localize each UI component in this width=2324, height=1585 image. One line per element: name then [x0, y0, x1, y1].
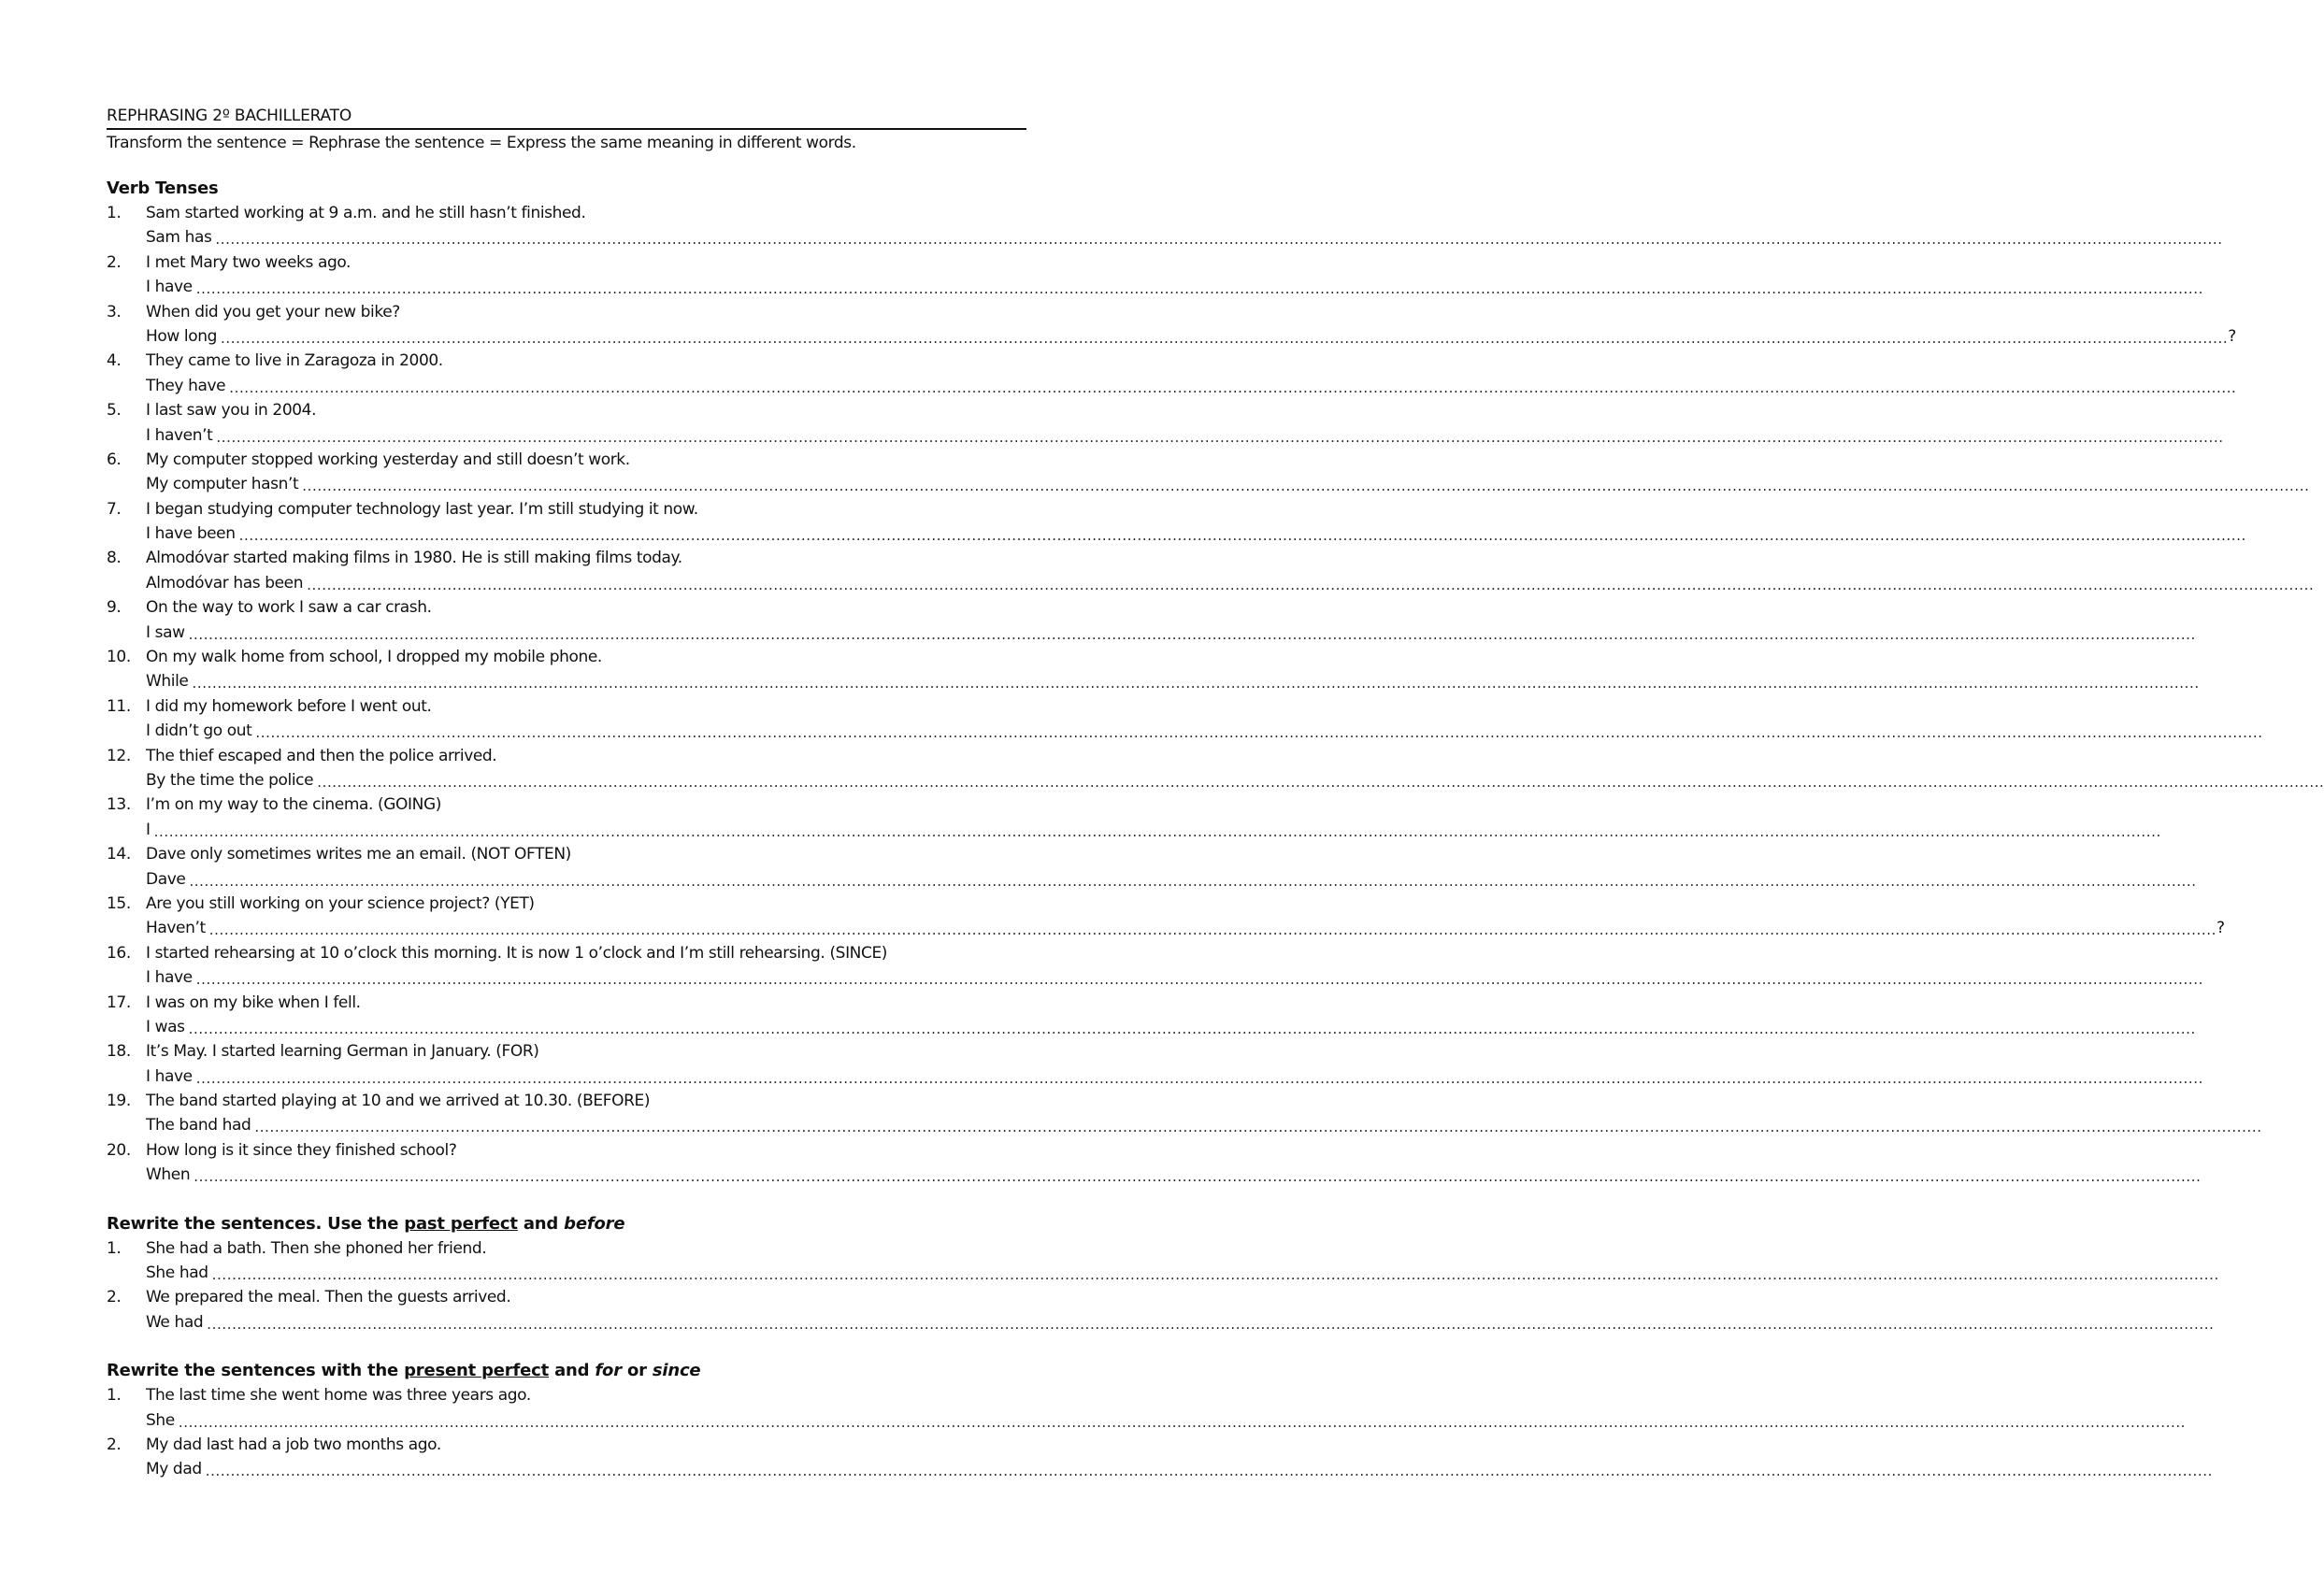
- item-number: 5.: [107, 401, 122, 421]
- answer-area: [146, 1457, 2213, 1481]
- dotted-answer-blank: ................................................................................................................................................................................................................................................................................................................................................................................................................: [215, 231, 2223, 249]
- item-number: 12.: [107, 746, 131, 765]
- exercise-item: [107, 1236, 2219, 1286]
- exercise-item: [107, 497, 2246, 547]
- original-sentence: Dave only sometimes writes me an email. (NOT OFTEN): [146, 845, 571, 864]
- original-sentence: The thief escaped and then the police arrived.: [146, 746, 497, 765]
- answer-area: [146, 1113, 2262, 1137]
- original-sentence: The band started playing at 10 and we arrived at 10.30. (BEFORE): [146, 1092, 651, 1111]
- exercise-item: [107, 1383, 2187, 1433]
- answer-line: [107, 669, 2200, 693]
- exercise-item: [107, 694, 2263, 744]
- heading-part: and: [517, 1213, 565, 1234]
- original-sentence-line: [107, 892, 1026, 916]
- item-number: 9.: [107, 598, 122, 618]
- item-number: 2.: [107, 1288, 122, 1307]
- answer-prompt: I have been: [146, 524, 236, 544]
- exercise-list: [107, 1383, 2213, 1482]
- original-sentence-line: [107, 448, 1026, 472]
- answer-prompt: How long: [146, 326, 217, 346]
- answer-line: [107, 1163, 2202, 1187]
- section-heading: [107, 177, 1026, 201]
- original-sentence: My computer stopped working yesterday and still doesn’t work.: [146, 450, 630, 469]
- heading-part: and: [549, 1361, 595, 1381]
- exercise-item: [107, 250, 2203, 300]
- dotted-answer-blank: ................................................................................................................................................................................................................................................................................................................................................................................................................: [307, 576, 2315, 593]
- answer-area: [146, 965, 2203, 990]
- exercise-item: [107, 792, 2161, 842]
- answer-line: [107, 916, 2225, 940]
- item-number: 20.: [107, 1140, 131, 1160]
- answer-line: [107, 521, 2246, 546]
- original-sentence: Almodóvar started making films in 1980. He is still making films today.: [146, 549, 682, 568]
- original-sentence-line: [107, 991, 1026, 1015]
- original-sentence: I did my homework before I went out.: [146, 696, 432, 716]
- answer-area: [146, 818, 2161, 842]
- answer-prompt: We had: [146, 1312, 204, 1332]
- dotted-answer-blank: ................................................................................................................................................................................................................................................................................................................................................................................................................: [211, 1266, 2219, 1284]
- original-sentence: I’m on my way to the cinema. (GOING): [146, 795, 441, 815]
- original-sentence-line: [107, 1383, 1026, 1407]
- original-sentence-line: [107, 300, 1026, 324]
- original-sentence: I met Mary two weeks ago.: [146, 252, 351, 272]
- original-sentence-line: [107, 497, 1026, 521]
- answer-area: [146, 768, 2324, 792]
- answer-area: [146, 1408, 2187, 1433]
- original-sentence: I started rehearsing at 10 o’clock this morning. It is now 1 o’clock and I’m still rehearsing. (SINCE): [146, 943, 888, 963]
- answer-prompt: I have: [146, 1066, 193, 1086]
- answer-line: [107, 275, 2203, 299]
- answer-line: [107, 867, 2197, 892]
- exercise-item: [107, 1433, 2213, 1482]
- original-sentence-line: [107, 546, 1026, 570]
- item-number: 18.: [107, 1042, 131, 1062]
- section-past-perfect-before: [107, 1212, 2219, 1335]
- original-sentence: The last time she went home was three years ago.: [146, 1386, 531, 1406]
- original-sentence-line: [107, 398, 1026, 422]
- answer-line: [107, 1457, 2213, 1481]
- dotted-answer-blank: ................................................................................................................................................................................................................................................................................................................................................................................................................: [220, 329, 2229, 347]
- dotted-answer-blank: ................................................................................................................................................................................................................................................................................................................................................................................................................: [188, 625, 2196, 643]
- dotted-answer-blank: ................................................................................................................................................................................................................................................................................................................................................................................................................: [194, 1168, 2202, 1186]
- exercise-item: [107, 842, 2197, 892]
- answer-area: [146, 916, 2225, 940]
- answer-line: [107, 571, 2315, 595]
- section-heading: [107, 1359, 1026, 1383]
- dotted-answer-blank: ................................................................................................................................................................................................................................................................................................................................................................................................................: [189, 872, 2197, 890]
- answer-prompt: When: [146, 1165, 191, 1185]
- answer-line: [107, 1015, 2196, 1039]
- answer-prompt: The band had: [146, 1116, 251, 1135]
- heading-part: since: [652, 1361, 701, 1381]
- original-sentence-line: [107, 1089, 1026, 1113]
- answer-area: [146, 1310, 2215, 1335]
- heading-part: before: [564, 1213, 625, 1234]
- heading-part: present perfect: [404, 1361, 549, 1381]
- dotted-answer-blank: ................................................................................................................................................................................................................................................................................................................................................................................................................: [195, 971, 2203, 989]
- dotted-answer-blank: ................................................................................................................................................................................................................................................................................................................................................................................................................: [178, 1413, 2187, 1431]
- original-sentence: How long is it since they finished school?: [146, 1140, 457, 1160]
- exercise-item: [107, 349, 2237, 398]
- answer-line: [107, 225, 2223, 250]
- original-sentence-line: [107, 941, 1026, 965]
- answer-prompt: My dad: [146, 1460, 202, 1479]
- item-number: 15.: [107, 893, 131, 913]
- answer-area: [146, 275, 2203, 299]
- dotted-answer-blank: ................................................................................................................................................................................................................................................................................................................................................................................................................: [195, 1069, 2203, 1087]
- original-sentence-line: [107, 1039, 1026, 1064]
- answer-prompt: My computer hasn’t: [146, 475, 299, 494]
- dotted-answer-blank: ................................................................................................................................................................................................................................................................................................................................................................................................................: [195, 280, 2203, 298]
- answer-line: [107, 1408, 2187, 1433]
- heading-part: Verb Tenses: [107, 178, 219, 198]
- original-sentence: My dad last had a job two months ago.: [146, 1435, 441, 1454]
- answer-prompt: Dave: [146, 869, 186, 889]
- answer-line: [107, 768, 2324, 792]
- original-sentence-line: [107, 744, 1026, 768]
- original-sentence-line: [107, 1433, 1026, 1457]
- original-sentence: She had a bath. Then she phoned her friend.: [146, 1238, 487, 1258]
- answer-prompt: I was: [146, 1017, 185, 1036]
- dotted-answer-blank: ................................................................................................................................................................................................................................................................................................................................................................................................................: [302, 478, 2310, 495]
- section-heading: [107, 1212, 1026, 1236]
- exercise-item: [107, 1285, 2215, 1335]
- heading-part: for: [595, 1361, 622, 1381]
- answer-line: [107, 374, 2237, 398]
- dotted-answer-blank: ................................................................................................................................................................................................................................................................................................................................................................................................................: [229, 378, 2237, 396]
- answer-line: [107, 472, 2310, 496]
- answer-line: [107, 423, 2224, 448]
- original-sentence-line: [107, 792, 1026, 817]
- exercise-item: [107, 645, 2200, 694]
- exercise-item: [107, 300, 2236, 350]
- answer-area: [146, 1015, 2196, 1039]
- original-sentence-line: [107, 250, 1026, 275]
- exercise-item: [107, 991, 2196, 1040]
- dotted-answer-blank: ................................................................................................................................................................................................................................................................................................................................................................................................................: [208, 921, 2216, 939]
- original-sentence: I was on my bike when I fell.: [146, 992, 361, 1012]
- item-number: 10.: [107, 648, 131, 667]
- original-sentence-line: [107, 1285, 1026, 1309]
- exercise-item: [107, 595, 2196, 645]
- exercise-item: [107, 1138, 2202, 1188]
- exercise-sections: [107, 177, 2324, 1482]
- exercise-item: [107, 892, 2225, 941]
- answer-area: [146, 423, 2224, 448]
- section-verb-tenses: [107, 177, 2324, 1188]
- dotted-answer-blank: ................................................................................................................................................................................................................................................................................................................................................................................................................: [255, 724, 2263, 742]
- item-number: 16.: [107, 943, 131, 963]
- exercise-item: [107, 1089, 2262, 1138]
- answer-prompt: While: [146, 672, 189, 692]
- answer-area: [146, 1261, 2219, 1285]
- original-sentence-line: [107, 645, 1026, 669]
- answer-area: [146, 719, 2263, 743]
- dotted-answer-blank: ................................................................................................................................................................................................................................................................................................................................................................................................................: [238, 527, 2246, 545]
- question-mark: ?: [2228, 326, 2236, 346]
- exercise-list: [107, 1236, 2219, 1335]
- answer-area: [146, 669, 2200, 693]
- dotted-answer-blank: ................................................................................................................................................................................................................................................................................................................................................................................................................: [153, 822, 2161, 840]
- item-number: 19.: [107, 1092, 131, 1111]
- item-number: 2.: [107, 252, 122, 272]
- original-sentence: I began studying computer technology last year. I’m still studying it now.: [146, 499, 698, 519]
- answer-prompt: I: [146, 820, 151, 839]
- original-sentence: On my walk home from school, I dropped my mobile phone.: [146, 648, 602, 667]
- answer-prompt: I have: [146, 968, 193, 988]
- item-number: 11.: [107, 696, 131, 716]
- heading-part: Rewrite the sentences with the: [107, 1361, 405, 1381]
- section-present-perfect-for-since: [107, 1359, 2213, 1482]
- item-number: 1.: [107, 204, 122, 222]
- answer-prompt: I haven’t: [146, 425, 213, 445]
- dotted-answer-blank: ................................................................................................................................................................................................................................................................................................................................................................................................................: [317, 773, 2324, 791]
- answer-prompt: Haven’t: [146, 919, 206, 938]
- answer-line: [107, 719, 2263, 743]
- dotted-answer-blank: ................................................................................................................................................................................................................................................................................................................................................................................................................: [207, 1315, 2215, 1333]
- item-number: 8.: [107, 549, 122, 568]
- exercise-item: [107, 546, 2315, 595]
- item-number: 17.: [107, 992, 131, 1012]
- answer-area: [146, 867, 2197, 892]
- heading-part: Rewrite the sentences. Use the: [107, 1213, 405, 1234]
- answer-line: [107, 965, 2203, 990]
- item-number: 6.: [107, 450, 122, 469]
- item-number: 7.: [107, 499, 122, 519]
- worksheet-title: REPHRASING 2º BACHILLERATO: [107, 105, 1026, 130]
- original-sentence: We prepared the meal. Then the guests arrived.: [146, 1288, 511, 1307]
- answer-prompt: By the time the police: [146, 770, 314, 790]
- original-sentence: They came to live in Zaragoza in 2000.: [146, 351, 443, 371]
- worksheet-subtitle: Transform the sentence = Rephrase the sentence = Express the same meaning in different words.: [107, 134, 856, 152]
- item-number: 14.: [107, 845, 131, 864]
- original-sentence: It’s May. I started learning German in January. (FOR): [146, 1042, 539, 1062]
- original-sentence: When did you get your new bike?: [146, 302, 400, 321]
- answer-prompt: She: [146, 1410, 175, 1430]
- item-number: 1.: [107, 1238, 122, 1258]
- original-sentence: Are you still working on your science project? (YET): [146, 893, 535, 913]
- answer-area: [146, 1064, 2203, 1089]
- exercise-item: [107, 201, 2223, 250]
- answer-prompt: I didn’t go out: [146, 721, 252, 741]
- answer-line: [107, 1261, 2219, 1285]
- answer-prompt: Sam has: [146, 228, 212, 248]
- exercise-list: [107, 201, 2324, 1188]
- answer-prompt: She had: [146, 1264, 208, 1283]
- original-sentence-line: [107, 201, 1026, 225]
- dotted-answer-blank: ................................................................................................................................................................................................................................................................................................................................................................................................................: [216, 428, 2224, 446]
- original-sentence: Sam started working at 9 a.m. and he still hasn’t finished.: [146, 204, 586, 222]
- answer-area: [146, 225, 2223, 250]
- answer-prompt: I saw: [146, 622, 185, 642]
- original-sentence-line: [107, 1236, 1026, 1261]
- question-mark: ?: [2216, 919, 2225, 938]
- exercise-item: [107, 448, 2310, 497]
- exercise-item: [107, 398, 2224, 448]
- exercise-item: [107, 941, 2203, 991]
- answer-area: [146, 521, 2246, 546]
- answer-line: [107, 1310, 2215, 1335]
- answer-area: [146, 571, 2315, 595]
- item-number: 4.: [107, 351, 122, 371]
- original-sentence: On the way to work I saw a car crash.: [146, 598, 432, 618]
- heading-part: or: [621, 1361, 653, 1381]
- original-sentence-line: [107, 349, 1026, 373]
- dotted-answer-blank: ................................................................................................................................................................................................................................................................................................................................................................................................................: [188, 1020, 2196, 1037]
- answer-prompt: Almodóvar has been: [146, 573, 304, 593]
- dotted-answer-blank: ................................................................................................................................................................................................................................................................................................................................................................................................................: [254, 1119, 2262, 1136]
- heading-part: past perfect: [404, 1213, 518, 1234]
- original-sentence-line: [107, 694, 1026, 719]
- item-number: 13.: [107, 795, 131, 815]
- item-number: 3.: [107, 302, 122, 321]
- original-sentence-line: [107, 842, 1026, 866]
- original-sentence-line: [107, 595, 1026, 620]
- answer-line: [107, 818, 2161, 842]
- answer-line: [107, 1064, 2203, 1089]
- answer-area: [146, 621, 2196, 645]
- dotted-answer-blank: ................................................................................................................................................................................................................................................................................................................................................................................................................: [192, 675, 2200, 693]
- answer-area: [146, 472, 2310, 496]
- answer-line: [107, 1113, 2262, 1137]
- exercise-item: [107, 1039, 2203, 1089]
- dotted-answer-blank: ................................................................................................................................................................................................................................................................................................................................................................................................................: [205, 1463, 2213, 1480]
- exercise-item: [107, 744, 2324, 793]
- worksheet-page: [107, 105, 2324, 1482]
- original-sentence-line: [107, 1138, 1026, 1163]
- item-number: 2.: [107, 1435, 122, 1454]
- answer-line: [107, 621, 2196, 645]
- answer-area: [146, 1163, 2202, 1187]
- original-sentence: I last saw you in 2004.: [146, 401, 317, 421]
- answer-area: [146, 374, 2237, 398]
- answer-line: [107, 324, 2236, 349]
- answer-prompt: They have: [146, 376, 226, 395]
- answer-prompt: I have: [146, 278, 193, 297]
- item-number: 1.: [107, 1386, 122, 1406]
- answer-area: [146, 324, 2236, 349]
